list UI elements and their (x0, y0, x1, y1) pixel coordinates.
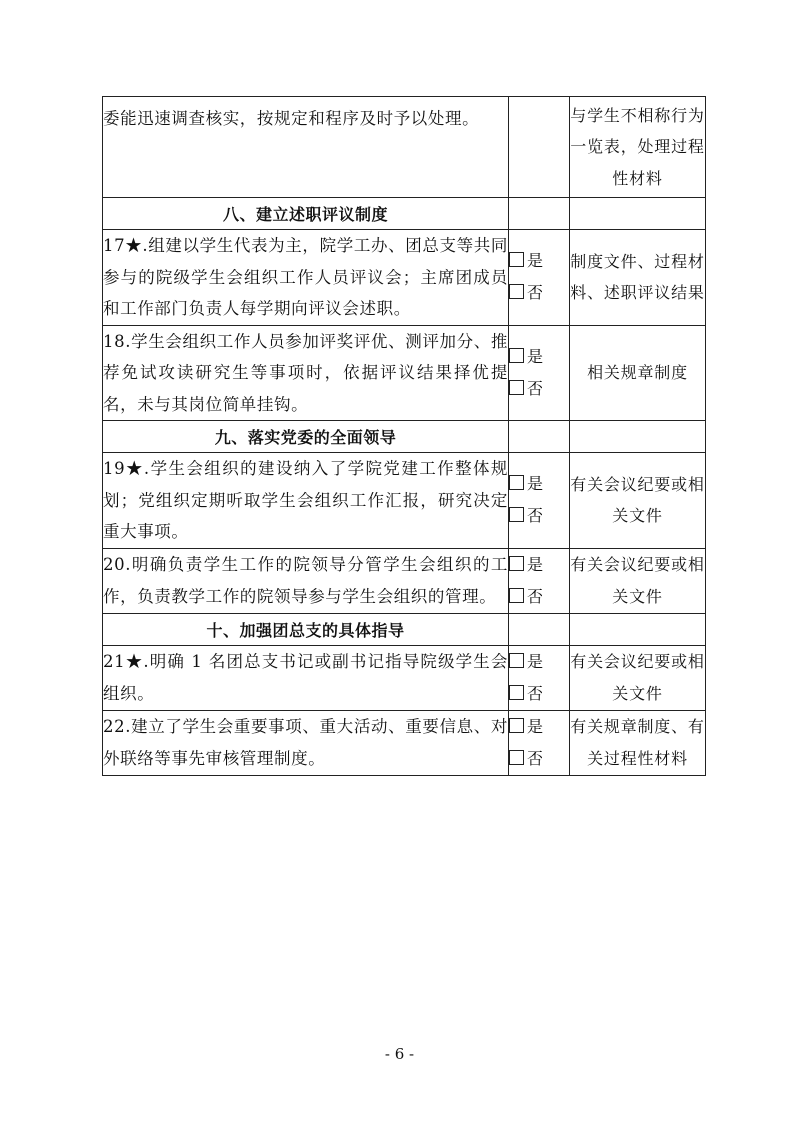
no-option[interactable]: 否 (509, 277, 569, 309)
material-text: 有关会议纪要或相关文件 (570, 453, 706, 549)
checkbox-icon[interactable] (509, 475, 524, 490)
yes-option[interactable]: 是 (509, 341, 569, 373)
no-option[interactable]: 否 (509, 581, 569, 613)
no-option[interactable]: 否 (509, 500, 569, 532)
page-number: - 6 - (384, 1045, 415, 1063)
check-cell (509, 710, 570, 775)
material-text: 制度文件、过程材料、述职评议结果 (570, 230, 706, 326)
item-text: 21★.明确 1 名团总支书记或副书记指导院级学生会组织。 (103, 645, 509, 710)
item-text: 17★.组建以学生代表为主，院学工办、团总支等共同参与的院级学生会组织工作人员评议会；主席团成员和工作部门负责人每学期向评议会述职。 (103, 230, 509, 326)
section-row (103, 198, 706, 230)
yes-option[interactable]: 是 (509, 549, 569, 581)
material-text: 与学生不相称行为一览表，处理过程性材料 (570, 97, 706, 198)
table-row (103, 710, 706, 775)
empty-cell (570, 613, 706, 645)
check-cell (509, 97, 570, 198)
checkbox-icon[interactable] (509, 252, 524, 267)
item-text: 18.学生会组织工作人员参加评奖评优、测评加分、推荐免试攻读研究生等事项时，依据评议结果择优提名，未与其岗位简单挂钩。 (103, 325, 509, 421)
table-row (103, 97, 706, 198)
item-text: 委能迅速调查核实，按规定和程序及时予以处理。 (103, 97, 509, 198)
check-cell (509, 645, 570, 710)
check-cell (509, 548, 570, 613)
checkbox-icon[interactable] (509, 380, 524, 395)
check-cell (509, 453, 570, 549)
checkbox-icon[interactable] (509, 556, 524, 571)
empty-cell (509, 613, 570, 645)
check-cell (509, 230, 570, 326)
no-option[interactable]: 否 (509, 743, 569, 775)
table-row (103, 548, 706, 613)
no-option[interactable]: 否 (509, 373, 569, 405)
empty-cell (509, 198, 570, 230)
item-text: 20.明确负责学生工作的院领导分管学生会组织的工作，负责教学工作的院领导参与学生会组织的管理。 (103, 548, 509, 613)
material-text: 有关规章制度、有关过程性材料 (570, 710, 706, 775)
yes-option[interactable]: 是 (509, 711, 569, 743)
yes-option[interactable]: 是 (509, 468, 569, 500)
checkbox-icon[interactable] (509, 588, 524, 603)
checkbox-icon[interactable] (509, 685, 524, 700)
section-title: 十、加强团总支的具体指导 (103, 613, 509, 645)
yes-option[interactable]: 是 (509, 646, 569, 678)
item-text: 22.建立了学生会重要事项、重大活动、重要信息、对外联络等事先审核管理制度。 (103, 710, 509, 775)
material-text: 有关会议纪要或相关文件 (570, 548, 706, 613)
section-title: 八、建立述职评议制度 (103, 198, 509, 230)
table-row (103, 325, 706, 421)
checkbox-icon[interactable] (509, 718, 524, 733)
section-row (103, 421, 706, 453)
table-row (103, 453, 706, 549)
section-title: 九、落实党委的全面领导 (103, 421, 509, 453)
checkbox-icon[interactable] (509, 750, 524, 765)
table-row (103, 645, 706, 710)
yes-option[interactable]: 是 (509, 245, 569, 277)
empty-cell (570, 198, 706, 230)
no-option[interactable]: 否 (509, 678, 569, 710)
checkbox-icon[interactable] (509, 284, 524, 299)
table-row (103, 230, 706, 326)
item-text: 19★.学生会组织的建设纳入了学院党建工作整体规划；党组织定期听取学生会组织工作汇报，研究决定重大事项。 (103, 453, 509, 549)
section-row (103, 613, 706, 645)
empty-cell (570, 421, 706, 453)
checkbox-icon[interactable] (509, 507, 524, 522)
check-cell (509, 325, 570, 421)
material-text: 相关规章制度 (570, 325, 706, 421)
material-text: 有关会议纪要或相关文件 (570, 645, 706, 710)
checkbox-icon[interactable] (509, 653, 524, 668)
checklist-table (102, 96, 706, 776)
empty-cell (509, 421, 570, 453)
checkbox-icon[interactable] (509, 348, 524, 363)
